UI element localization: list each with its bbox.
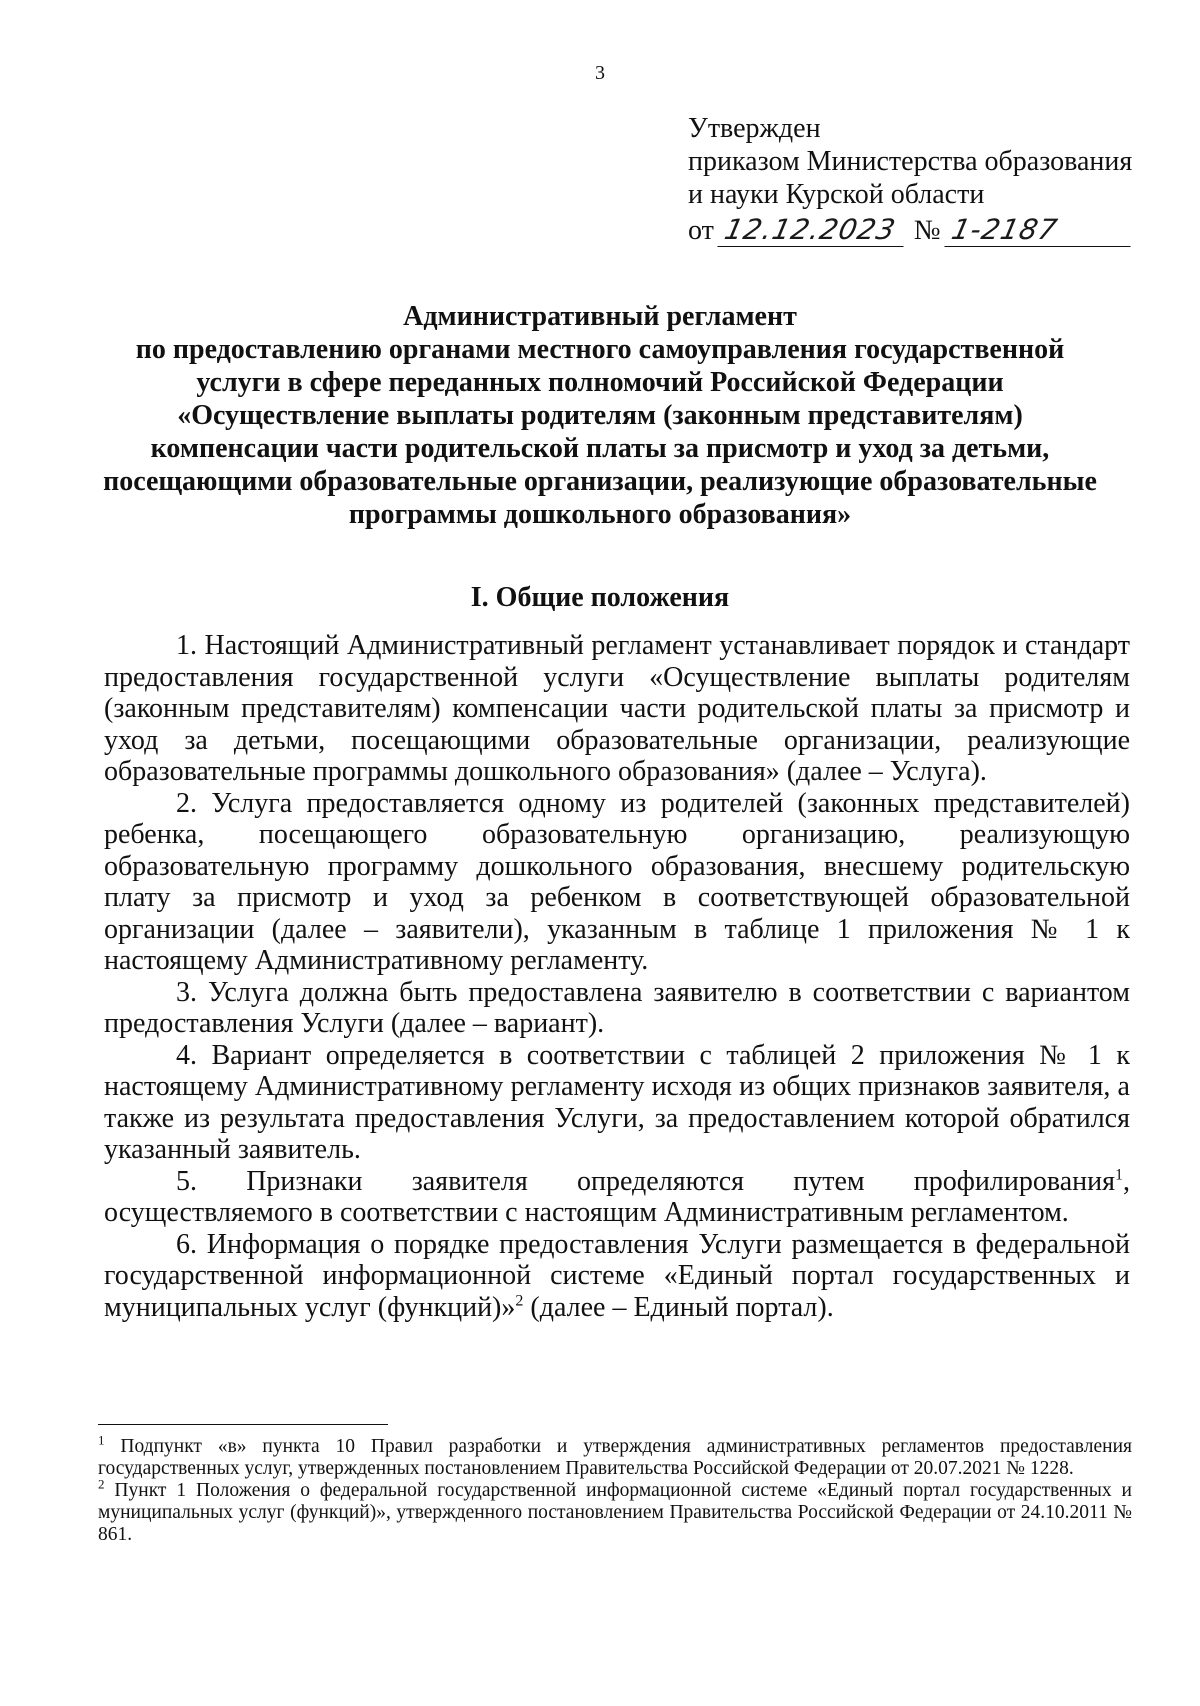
document-title xyxy=(100,300,1100,531)
footnote-1-text: Подпункт «в» пункта 10 Правил разработки и утверждения административных регламентов предоставления государственных услуг, утвержденных постановлением Правительства Российской Федерации от 20.07.2021 № 1228. xyxy=(98,1436,1132,1479)
date-prefix: от xyxy=(688,215,714,246)
title-line: «Осуществление выплаты родителям (законным представителям) xyxy=(177,400,1023,431)
section-heading: I. Общие положения xyxy=(470,582,730,613)
footnote-ref-2[interactable]: 2 xyxy=(515,1292,524,1310)
handwritten-order-number: 1-2187 xyxy=(944,213,1137,247)
body-text xyxy=(104,630,1130,1323)
approval-line-2: приказом Министерства образования xyxy=(688,146,1133,177)
title-line: услуги в сфере переданных полномочий Российской Федерации xyxy=(196,367,1004,398)
approval-stamp-block xyxy=(688,112,1134,247)
title-line: посещающими образовательные организации, реализующие образовательные xyxy=(103,466,1097,497)
handwritten-date: 12.12.2023 xyxy=(717,213,910,247)
footnotes xyxy=(98,1432,1132,1546)
title-line: программы дошкольного образования» xyxy=(348,499,852,530)
paragraph-5-rest: , осуществляемого в соответствии с настоящим Административным регламентом. xyxy=(104,1165,1130,1228)
footnote-mark-2: 2 xyxy=(98,1476,105,1492)
approval-date-line xyxy=(688,213,1134,247)
paragraph-5-main: 5. Признаки заявителя определяются путем профилирования xyxy=(176,1165,1115,1197)
footnote-2 xyxy=(98,1476,1132,1546)
title-line: по предоставлению органами местного самоуправления государственной xyxy=(135,334,1065,365)
footnote-2-text: Пункт 1 Положения о федеральной государственной информационной системе «Единый портал государственных и муниципальных услуг (функций)», утвержденного постановлением Правительства Российской Федерации от 24.10.2011 № 861. xyxy=(98,1480,1132,1545)
paragraph-2: 2. Услуга предоставляется одному из родителей (законных представителей) ребенка, посещающего образовательную организацию, реализующую образовательную программу дошкольного образования, внесшему родительскую плату за присмотр и уход за ребенком в соответствующей образовательной организации (далее – заявители), указанным в таблице 1 приложения № 1 к настоящему Административному регламенту. xyxy=(104,787,1130,976)
footnote-divider xyxy=(98,1424,388,1425)
paragraph-3: 3. Услуга должна быть предоставлена заявителю в соответствии с вариантом предоставления Услуги (далее – вариант). xyxy=(104,976,1130,1039)
paragraph-6-main: 6. Информация о порядке предоставления Услуги размещается в федеральной государственной информационной системе «Единый портал государственных и муниципальных услуг (функций)» xyxy=(104,1228,1130,1323)
number-symbol: № xyxy=(913,215,941,246)
title-line: Административный регламент xyxy=(403,301,797,332)
paragraph-1: 1. Настоящий Административный регламент устанавливает порядок и стандарт предоставления государственной услуги «Осуществление выплаты родителям (законным представителям) компенсации части родительской платы за присмотр и уход за детьми, посещающими образовательные организации, реализующие образовательные программы дошкольного образования» (далее – Услуга). xyxy=(104,630,1130,787)
paragraph-6-rest: (далее – Единый портал). xyxy=(523,1291,834,1323)
approval-line-3: и науки Курской области xyxy=(688,179,985,210)
paragraph-4: 4. Вариант определяется в соответствии с таблицей 2 приложения № 1 к настоящему Административному регламенту исходя из общих признаков заявителя, а также из результата предоставления Услуги, за предоставлением которой обратился указанный заявитель. xyxy=(104,1039,1130,1165)
title-line: компенсации части родительской платы за присмотр и уход за детьми, xyxy=(150,433,1050,464)
footnote-ref-1[interactable]: 1 xyxy=(1115,1166,1123,1184)
page-number: 3 xyxy=(595,62,605,84)
paragraph-6 xyxy=(104,1229,1130,1324)
approval-line-1: Утвержден xyxy=(688,113,821,144)
footnote-1 xyxy=(98,1432,1132,1480)
paragraph-5 xyxy=(104,1166,1130,1229)
footnote-mark-1: 1 xyxy=(98,1432,105,1448)
